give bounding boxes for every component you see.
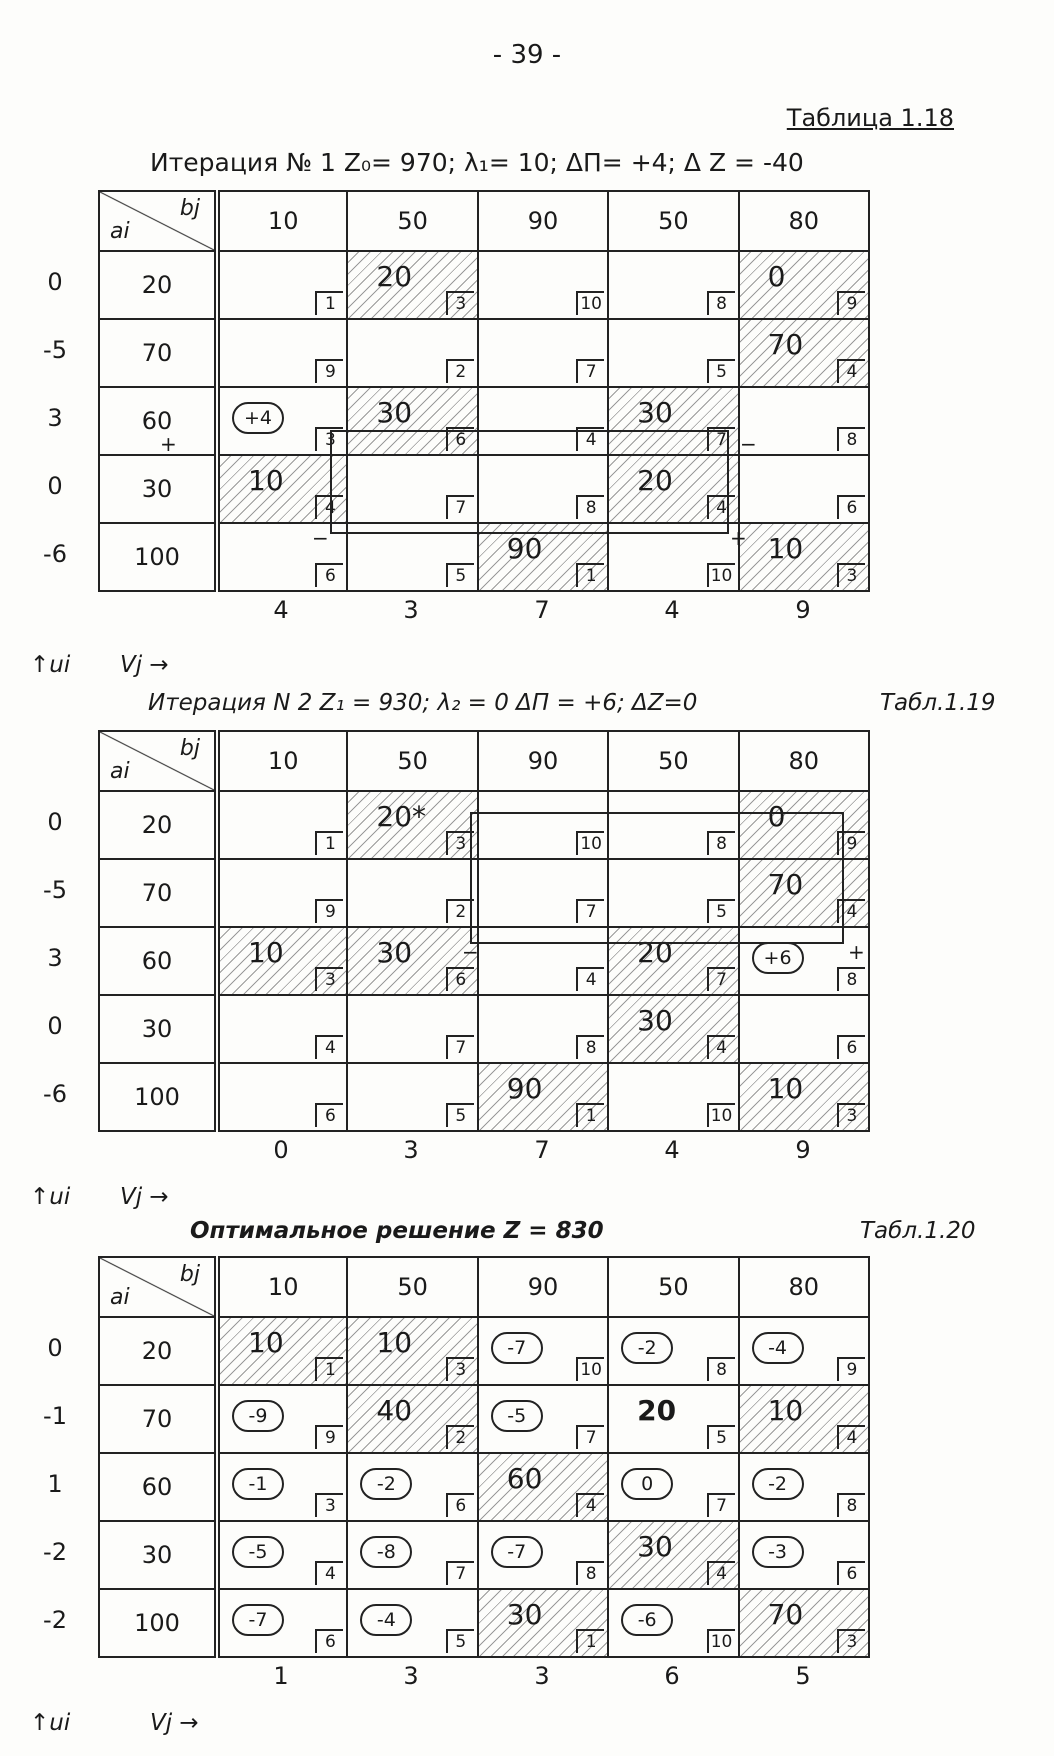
t1-alloc: 0 [767,260,786,293]
t1-alloc: 70 [767,328,804,361]
t3-potential-v: 1 [273,1662,289,1690]
t3-potential-u: 0 [47,1334,63,1362]
t2-row [99,859,869,927]
t1-potential-v: 4 [273,596,289,624]
t1-supply: 30 [99,455,217,523]
t2-demand: 10 [217,731,347,791]
t3-supply: 70 [99,1385,217,1453]
t2-demand: 50 [347,731,477,791]
t3-supply: 30 [99,1521,217,1589]
t1-cell [217,455,347,523]
t2-cell [217,859,347,927]
t1-cell [217,387,347,455]
t2-cost: 4 [315,1035,343,1059]
t2-alloc: 90 [506,1072,543,1105]
t3-cell [347,1521,477,1589]
t3-corner-bj: bj [179,1262,200,1287]
t1-demand: 90 [478,191,608,251]
t1-alloc: 10 [248,464,284,497]
t3-cell [217,1521,347,1589]
t2-supply: 20 [99,791,217,859]
t1-cell [739,251,869,319]
t3-cost: 4 [315,1561,343,1585]
t2-minus-mark: − [462,940,479,964]
t3-estimate: -9 [232,1400,284,1432]
t2-corner-bj: bj [179,736,200,761]
t3-alloc: 20 [637,1394,677,1427]
t1-alloc: 30 [376,396,413,429]
t3-cell [217,1385,347,1453]
t1-cost: 4 [576,427,604,451]
t2-alloc: 10 [248,936,284,969]
t2-demand: 50 [608,731,738,791]
t1-demand: 10 [217,191,347,251]
t2-supply: 30 [99,995,217,1063]
t2-potential-v: 7 [534,1136,550,1164]
t3-cost: 6 [315,1629,343,1653]
t3-potential-v: 3 [534,1662,550,1690]
t1-header: Итерация № 1 Z₀= 970; λ₁= 10; ΔΠ= +4; Δ Z = -40 [150,148,804,177]
t2-cost: 10 [576,831,604,855]
t3-cost: 5 [446,1629,474,1653]
t1-supply: 20 [99,251,217,319]
t3-cell [478,1589,608,1657]
t2-demand: 80 [739,731,869,791]
t3-alloc: 10 [376,1326,413,1359]
t2-cost: 3 [315,967,343,991]
table-caption-1-18: Таблица 1.18 [786,104,954,132]
t1-cell [478,523,608,591]
t3-estimate: -2 [752,1468,804,1500]
t1-row [99,523,869,591]
t2-potential-u: 0 [47,1012,63,1040]
t1-cell [478,319,608,387]
t1-plus-mark: + [160,432,177,456]
t2-caption: Табл.1.19 [880,690,996,716]
t1-potential-v: 9 [795,596,811,624]
t2-cost: 8 [707,831,735,855]
t2-row [99,927,869,995]
t2-demand: 90 [478,731,608,791]
t1-cost: 5 [707,359,735,383]
t3-cell [347,1453,477,1521]
t1-row [99,319,869,387]
t2-cell [217,1063,347,1131]
t3-cost: 10 [576,1357,604,1381]
t1-cost: 6 [837,495,865,519]
t3-cost: 3 [315,1493,343,1517]
t1-corner-bj: bj [179,196,200,221]
t2-cell [739,1063,869,1131]
t1-cell [608,455,738,523]
t2-cell [739,995,869,1063]
t2-cost: 6 [837,1035,865,1059]
t1-vj-label: Vj → [120,652,169,678]
t2-row [99,1063,869,1131]
t3-cell [347,1385,477,1453]
t3-potential-v: 3 [403,1662,419,1690]
t1-corner-cell [99,191,217,251]
t3-potential-u: -2 [43,1606,67,1634]
t1-cell [478,251,608,319]
t3-cell [217,1453,347,1521]
t2-cost: 6 [315,1103,343,1127]
t2-cell [217,995,347,1063]
t1-cell [347,319,477,387]
t1-demand: 50 [608,191,738,251]
t2-cost: 7 [576,899,604,923]
t2-cell [608,859,738,927]
t2-potential-v: 4 [664,1136,680,1164]
t1-cell [478,387,608,455]
t3-cost: 4 [707,1561,735,1585]
t2-cost: 5 [446,1103,474,1127]
t1-cost: 6 [315,563,343,587]
t3-demand: 90 [478,1257,608,1317]
t3-row [99,1521,869,1589]
t3-cost: 7 [707,1493,735,1517]
t2-cost: 5 [707,899,735,923]
t2-cell [478,1063,608,1131]
t2-cell [347,995,477,1063]
t3-estimate: -5 [232,1536,284,1568]
t2-alloc: 70 [767,868,804,901]
t3-row [99,1385,869,1453]
t2-potential-v: 0 [273,1136,289,1164]
t3-ui-label: ↑ui [30,1710,71,1736]
t2-cell [217,927,347,995]
t1-supply: 100 [99,523,217,591]
t1-cell [608,319,738,387]
t1-cell [478,455,608,523]
t2-potential-u: 0 [47,808,63,836]
t2-cell [608,791,738,859]
t1-cost: 9 [837,291,865,315]
t3-cost: 7 [576,1425,604,1449]
t2-cost: 1 [576,1103,604,1127]
t1-cell [739,523,869,591]
t2-potential-u: -5 [43,876,67,904]
t1-alloc: 10 [767,532,804,565]
t1-corner-ai: ai [110,219,130,244]
t3-cell [347,1589,477,1657]
t3-estimate: -7 [491,1332,543,1364]
t2-cell [347,1063,477,1131]
t3-potential-u: 1 [47,1470,63,1498]
t2-header: Итерация N 2 Z₁ = 930; λ₂ = 0 ΔΠ = +6; ΔZ=0 [148,690,698,716]
t2-alloc: 10 [767,1072,804,1105]
t2-vj-label: Vj → [120,1184,169,1210]
t1-cost: 8 [707,291,735,315]
t1-cell [739,319,869,387]
t2-cost: 4 [837,899,865,923]
t3-supply: 20 [99,1317,217,1385]
t1-estimate: +4 [232,402,284,434]
t2-cell [608,1063,738,1131]
t3-cell [478,1385,608,1453]
t3-cell [739,1385,869,1453]
t1-cell [347,523,477,591]
t3-potential-u: -2 [43,1538,67,1566]
t2-table [98,730,870,1132]
t3-estimate: -7 [491,1536,543,1568]
t3-demand: 50 [347,1257,477,1317]
t1-alloc: 30 [637,396,673,429]
t1-cost: 4 [707,495,735,519]
t1-cost: 2 [446,359,474,383]
t3-header: Оптимальное решение Z = 830 [190,1218,604,1244]
t1-potential-u: 0 [47,472,63,500]
t1-potential-v: 4 [664,596,680,624]
t1-row [99,251,869,319]
t1-cell [217,251,347,319]
t1-cell [608,523,738,591]
t1-cost: 5 [446,563,474,587]
t1-cost: 4 [837,359,865,383]
t3-potential-v: 6 [664,1662,680,1690]
t3-cell [478,1317,608,1385]
t3-cell [739,1453,869,1521]
t3-cell [608,1589,738,1657]
t1-cost: 7 [707,427,735,451]
t2-cell [608,995,738,1063]
t3-estimate: -6 [621,1604,673,1636]
t3-alloc: 70 [767,1598,804,1631]
t2-cell [478,927,608,995]
t1-cost: 3 [315,427,343,451]
t2-corner-ai: ai [110,759,130,784]
t3-cost: 8 [576,1561,604,1585]
t3-cost: 3 [837,1629,865,1653]
t2-cell [347,927,477,995]
t3-demand: 80 [739,1257,869,1317]
t3-cost: 2 [446,1425,474,1449]
t3-estimate: -2 [360,1468,412,1500]
t3-cell [478,1453,608,1521]
t3-cost: 9 [315,1425,343,1449]
t3-cost: 5 [707,1425,735,1449]
t2-cell [478,995,608,1063]
t3-vj-label: Vj → [150,1710,199,1736]
t1-cell [347,455,477,523]
t1-potential-v: 7 [534,596,550,624]
t1-potential-u: 0 [47,268,63,296]
t3-cell [608,1521,738,1589]
t2-cell [478,791,608,859]
t1-cell [739,387,869,455]
t3-estimate: -4 [752,1332,804,1364]
t2-potential-v: 9 [795,1136,811,1164]
t2-cost: 3 [837,1103,865,1127]
t3-estimate: -1 [232,1468,284,1500]
t1-cost: 9 [315,359,343,383]
t3-estimate: -7 [232,1604,284,1636]
t1-potential-u: -5 [43,336,67,364]
t1-cost: 8 [576,495,604,519]
t3-cell [478,1521,608,1589]
t1-cost: 4 [315,495,343,519]
t1-cost: 3 [446,291,474,315]
t3-cell [217,1317,347,1385]
t3-cost: 6 [837,1561,865,1585]
t2-supply: 70 [99,859,217,927]
t1-cost: 8 [837,427,865,451]
t1-cost: 10 [576,291,604,315]
t3-table [98,1256,870,1658]
t1-minus-mark: − [740,432,757,456]
t1-cell [739,455,869,523]
t3-alloc: 10 [767,1394,804,1427]
t2-cost: 1 [315,831,343,855]
t3-supply: 60 [99,1453,217,1521]
t1-alloc: 20 [376,260,413,293]
t3-cost: 1 [315,1357,343,1381]
t3-estimate: -4 [360,1604,412,1636]
t2-cost: 6 [446,967,474,991]
t3-cost: 4 [837,1425,865,1449]
t2-cost: 4 [576,967,604,991]
t2-cell [739,859,869,927]
t3-cell [739,1521,869,1589]
t3-row [99,1453,869,1521]
t3-potential-v: 5 [795,1662,811,1690]
t2-alloc: 0 [767,800,786,833]
t2-alloc: 30 [376,936,413,969]
t3-cell [608,1317,738,1385]
t2-alloc: 20* [376,800,427,833]
t3-demand: 10 [217,1257,347,1317]
t3-estimate: -3 [752,1536,804,1568]
t2-estimate: +6 [752,942,804,974]
t3-supply: 100 [99,1589,217,1657]
t2-plus-mark: + [848,940,865,964]
t2-row [99,791,869,859]
t2-cost: 9 [837,831,865,855]
t2-supply: 60 [99,927,217,995]
t2-row [99,995,869,1063]
t3-alloc: 30 [637,1530,673,1563]
t1-cell [347,251,477,319]
t3-cost: 6 [446,1493,474,1517]
t3-estimate: -2 [621,1332,673,1364]
t2-cost: 7 [707,967,735,991]
t3-cost: 8 [707,1357,735,1381]
t3-corner-cell [99,1257,217,1317]
t1-cost: 3 [837,563,865,587]
t1-potential-u: 3 [47,404,63,432]
t1-alloc: 20 [637,464,673,497]
t3-cell [217,1589,347,1657]
t1-alloc: 90 [506,532,543,565]
t3-potential-u: -1 [43,1402,67,1430]
t3-estimate: 0 [621,1468,673,1500]
t3-cell [739,1317,869,1385]
t1-row [99,455,869,523]
t1-cost: 1 [576,563,604,587]
t1-cell [347,387,477,455]
t2-alloc: 30 [637,1004,673,1037]
t1-potential-u: -6 [43,540,67,568]
t2-cell [608,927,738,995]
t2-corner-cell [99,731,217,791]
t1-cost: 7 [446,495,474,519]
t1-cost: 10 [707,563,735,587]
t2-cost: 10 [707,1103,735,1127]
t3-demand: 50 [608,1257,738,1317]
t1-cost: 1 [315,291,343,315]
t3-alloc: 30 [506,1598,543,1631]
t1-cost: 7 [576,359,604,383]
t1-demand: 50 [347,191,477,251]
t2-cost: 2 [446,899,474,923]
t2-cell [478,859,608,927]
t3-cost: 10 [707,1629,735,1653]
t2-cell [217,791,347,859]
t1-supply: 60 [99,387,217,455]
t2-supply: 100 [99,1063,217,1131]
t3-alloc: 40 [376,1394,413,1427]
t2-cell [347,791,477,859]
t3-cell [608,1453,738,1521]
t3-cost: 7 [446,1561,474,1585]
t3-row [99,1317,869,1385]
t2-cell [739,791,869,859]
t1-ui-label: ↑ui [30,652,71,678]
t2-alloc: 20 [637,936,673,969]
t3-cost: 3 [446,1357,474,1381]
t1-plus-mark: + [730,526,747,550]
t3-cost: 4 [576,1493,604,1517]
t1-supply: 70 [99,319,217,387]
t3-row [99,1589,869,1657]
t3-cost: 8 [837,1493,865,1517]
t2-ui-label: ↑ui [30,1184,71,1210]
t1-cost: 6 [446,427,474,451]
t2-cost: 9 [315,899,343,923]
t2-cost: 7 [446,1035,474,1059]
t2-cost: 8 [837,967,865,991]
t3-cost: 1 [576,1629,604,1653]
t1-cell [608,251,738,319]
page-number: - 39 - [492,40,562,70]
t1-demand: 80 [739,191,869,251]
t2-potential-u: 3 [47,944,63,972]
t3-alloc: 60 [506,1462,543,1495]
t3-cell [739,1589,869,1657]
t1-table [98,190,870,592]
t1-cell [217,319,347,387]
t2-cost: 4 [707,1035,735,1059]
t3-cell [608,1385,738,1453]
t2-cell [347,859,477,927]
t3-alloc: 10 [248,1326,284,1359]
t1-minus-mark: − [312,526,329,550]
t2-potential-v: 3 [403,1136,419,1164]
t3-cell [347,1317,477,1385]
t3-caption: Табл.1.20 [860,1218,976,1244]
t2-cost: 8 [576,1035,604,1059]
t2-cost: 3 [446,831,474,855]
t1-potential-v: 3 [403,596,419,624]
t3-estimate: -8 [360,1536,412,1568]
t3-corner-ai: ai [110,1285,130,1310]
t3-estimate: -5 [491,1400,543,1432]
t3-cost: 9 [837,1357,865,1381]
t2-potential-u: -6 [43,1080,67,1108]
t1-cell [608,387,738,455]
